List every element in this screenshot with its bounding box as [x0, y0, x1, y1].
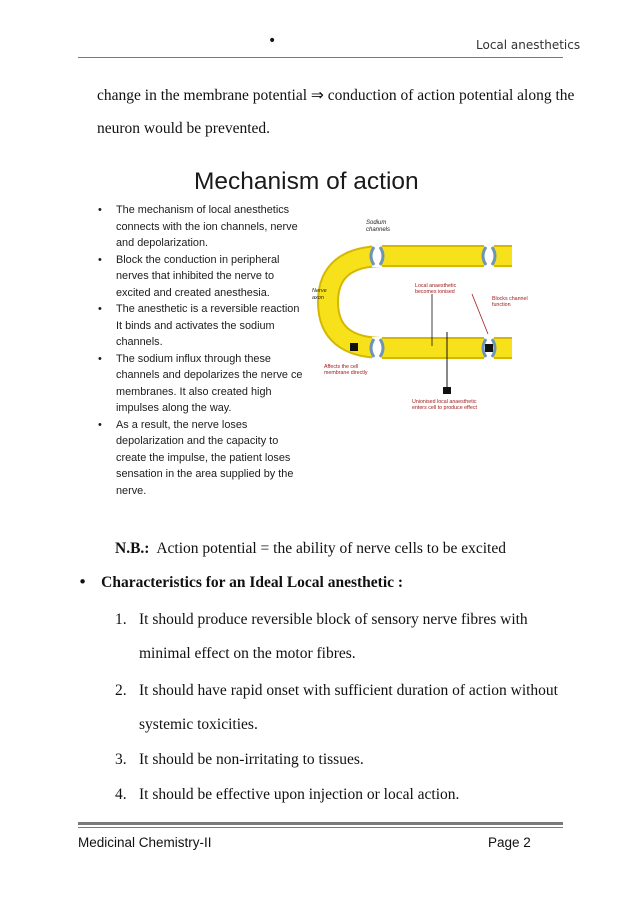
list-item-2: 2. It should have rapid onset with sufficient duration of action without — [115, 682, 558, 699]
header-bullet: • — [268, 33, 277, 49]
label-axon: axon — [312, 295, 324, 301]
nb-label: N.B.: — [115, 540, 150, 557]
label-unionised: Unionised local anaesthetic — [412, 399, 477, 405]
section-title: Characteristics for an Ideal Local anesthetic : — [101, 574, 404, 591]
slide-bullet-4: • The sodium influx through these channels and depolarizes the nerve ce membranes. It also created high impulses along the way. — [98, 352, 303, 414]
label-becomes-ionised: becomes ionised — [415, 289, 455, 295]
slide-bullet-1: • The mechanism of local anesthetics connects with the ion channels, nerve and depolarization. — [98, 204, 298, 249]
label-channels: channels — [366, 227, 391, 233]
anaesthetic-in-membrane — [350, 343, 358, 351]
header-rule — [78, 57, 563, 58]
section-heading — [78, 573, 403, 592]
section-bullet: • — [78, 573, 88, 591]
label-local-anaesthetic: Local anaesthetic — [415, 283, 457, 289]
slide-bullet-5: • As a result, the nerve loses depolarization and the capacity to create the impulse, the patient loses sensation in the area supplied by the nerve. — [98, 418, 294, 497]
footer-rule-thick — [78, 822, 563, 825]
slide-title: Mechanism of action — [194, 168, 419, 195]
list-item-1: 1. It should produce reversible block of sensory nerve fibres with — [115, 611, 528, 628]
blocks-pointer — [472, 294, 488, 334]
list-item-2-cont: systemic toxicities. — [139, 716, 258, 733]
label-membrane-directly: membrane directly — [324, 370, 368, 376]
label-sodium: Sodium — [366, 220, 387, 226]
list-item-4: 4. It should be effective upon injection or local action. — [115, 786, 460, 803]
label-function: function — [492, 302, 511, 308]
intro-line-1: change in the membrane potential ⇒ conduction of action potential along the — [97, 87, 575, 104]
slide-bullet-list — [94, 202, 314, 499]
label-affects-cell: Affects the cell — [324, 364, 359, 370]
nb-text: Action potential = the ability of nerve cells to be excited — [156, 540, 506, 557]
slide-bullet-3: • The anesthetic is a reversible reaction It binds and activates the sodium channels. — [98, 303, 300, 348]
nb-note — [115, 540, 506, 558]
sodium-channel-bottom-1 — [371, 337, 383, 359]
label-blocks-channel: Blocks channel — [492, 296, 528, 302]
footer-page-number: Page 2 — [488, 835, 531, 850]
unionised-anaesthetic — [443, 387, 451, 394]
footer-rule-thin — [78, 827, 563, 828]
label-enters-cell: enters cell to produce effect — [412, 405, 477, 411]
sodium-channel-bottom-2 — [483, 337, 495, 359]
footer-course: Medicinal Chemistry-II — [78, 835, 212, 850]
mechanism-slide — [94, 162, 554, 507]
intro-line-2: neuron would be prevented. — [97, 120, 271, 137]
sodium-channel-top-2 — [483, 245, 495, 267]
sodium-channel-top-1 — [371, 245, 383, 267]
list-item-3: 3. It should be non-irritating to tissues. — [115, 751, 364, 768]
header-title: Local anesthetics — [476, 38, 581, 52]
axon-membrane-edge — [328, 256, 512, 348]
label-nerve: Nerve — [312, 288, 327, 294]
nerve-axon-diagram — [312, 212, 552, 412]
slide-bullet-2: • Block the conduction in peripheral nerves that inhibited the nerve to excited and created anesthesia. — [98, 253, 280, 299]
list-item-1-cont: minimal effect on the motor fibres. — [139, 645, 356, 662]
